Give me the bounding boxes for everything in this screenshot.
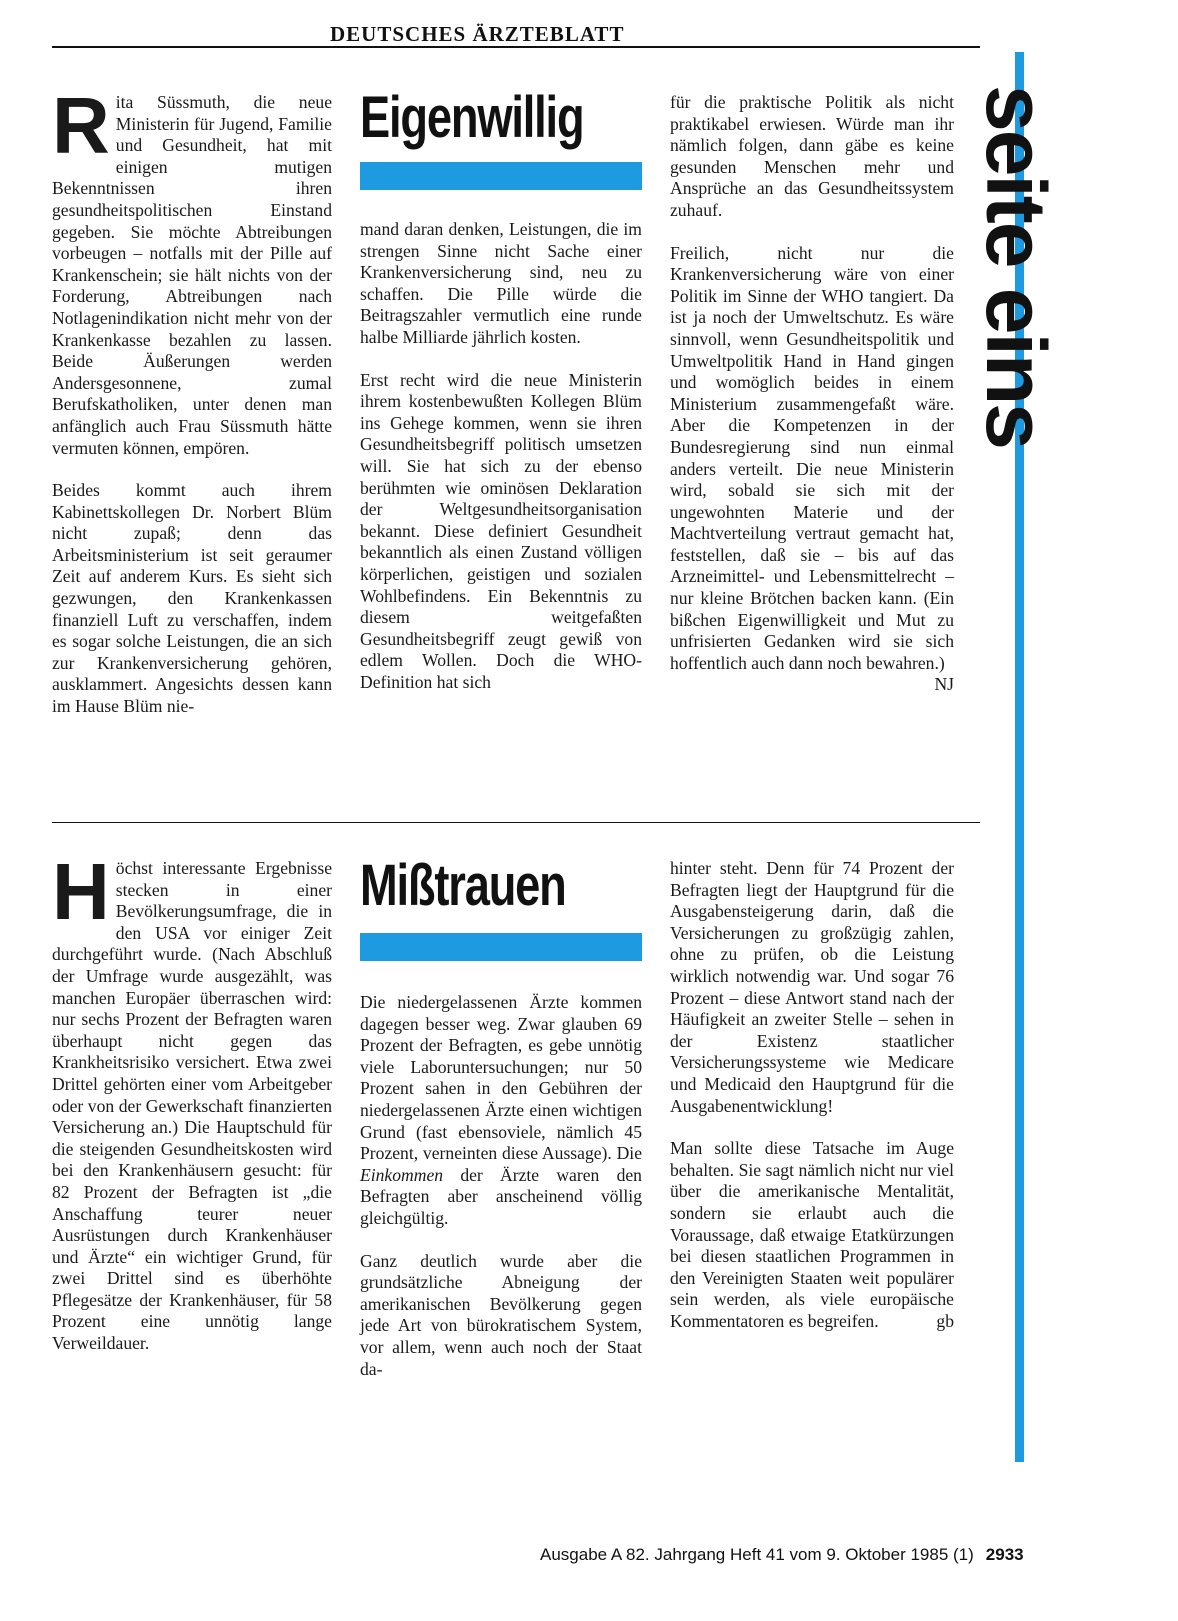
article1-paragraph: für die praktische Politik als nicht praktikabel erwiesen. Würde man ihr nämlich folgen, dann gäbe es keine gesunden Menschen mehr und Ansprüche an das Gesundheitssystem zuhauf. [670, 92, 954, 220]
article2-col1 [52, 847, 332, 1355]
article1-paragraph: Beides kommt auch ihrem Kabinettskollegen Dr. Norbert Blüm nicht zupaß; denn das Arbeitsministerium ist seit geraumer Zeit auf anderem Kurs. Es sieht sich gezwungen, den Krankenkassen finanziell Luft zu verschaffen, indem es sogar solche Leistungen, die an sich zur Krankenversicherung gehören, ausklammert. Angesichts dessen kann im Hause Blüm nie- [52, 480, 332, 717]
article1-paragraph: ita Süssmuth, die neue Ministerin für Jugend, Familie und Gesundheit, hat mit einigen mutigen Bekenntnissen ihren gesundheitspolitischen Einstand gegeben. Sie möchte Abtreibungen vorbeugen – notfalls mit der Pille auf Krankenschein; sie hält nichts von der Forderung, Abtreibungen nach Notlagenindikation nicht mehr von der Krankenkasse bezahlen zu lassen. Beide Äußerungen werden Andersgesonnene, zumal Berufskatholiken, unter denen man anfänglich auch Frau Süssmuth hätte vermuten können, empören. [52, 92, 332, 458]
article1-headline-bar [360, 162, 642, 190]
article2-headline-bar [360, 933, 642, 961]
article2-paragraph: öchst interessante Ergebnisse stecken in einer Bevölkerungsumfrage, die in den USA vor einiger Zeit durchgeführt wurde. (Nach Abschluß der Umfrage wurde ausgezählt, was manchen Europäer überraschen wird: nur sechs Prozent der Befragten waren überhaupt nicht gegen das Krankheitsrisiko versichert. Etwa zwei Drittel gehörten einer vom Arbeitgeber oder von der Gewerkschaft finanzierten Versicherung an.) Die Hauptschuld für die steigenden Gesundheitskosten wird bei den Krankenhäusern gesucht: für 82 Prozent der Befragten ist „die Anschaffung teurer neuer Ausrüstungen durch Krankenhäuser und Ärzte“ ein wichtiger Grund, für zwei Drittel sind es überhöhte Pflegesätze der Krankenhäuser, für 58 Prozent eine unnötig lange Verweildauer. [52, 858, 332, 1354]
article1-paragraph: mand daran denken, Leistungen, die im strengen Sinne nicht Sache einer Krankenversicherung sind, neu zu schaffen. Die Pille würde die Beitragszahler vermutlich eine runde halbe Milliarde jährlich kosten. [360, 219, 642, 347]
article2-paragraph-tail: der Ärzte waren den Befragten aber anscheinend völlig gleichgültig. [360, 1164, 642, 1228]
article2-signature: gb [936, 1310, 954, 1331]
article2-paragraph: Die niedergelassenen Ärzte kommen dagegen besser weg. Zwar glauben 69 Prozent der Befragten, es gebe unnötig viele Laboruntersuchungen; nur 50 Prozent sahen in den Gebühren der niedergelassenen Ärzte einen wichtigen Grund (fast ebensoviele, nämlich 45 Prozent, verneinten diese Aussage). Die [360, 992, 642, 1164]
article1-signature: NJ [934, 674, 954, 695]
article2-italic-word: Einkommen [360, 1164, 444, 1185]
article1-paragraph: Freilich, nicht nur die Krankenversicherung wäre von einer Politik im Sinne der WHO tangiert. Da ist ja noch der Umweltschutz. Es wäre sinnvoll, wenn Gesundheitspolitik und Umweltpolitik Hand in Hand gingen und womöglich beides in einem Ministerium zusammengefaßt wäre. Aber die Kompetenzen in der Bundesregierung sind nun einmal anders verteilt. Die neue Ministerin wird, sobald sie sich mit der ungewohnten Materie und der Machtverteilung vertraut gemacht hat, feststellen, daß sie – bis auf das Arzneimittel- und Lebensmittelrecht – nur kleine Brötchen backen kann. (Ein bißchen Eigenwilligkeit und Mut zu unfrisierten Gedanken wird sie sich hoffentlich auch dann noch bewahren.) [670, 242, 954, 673]
section-title: seite eins [969, 85, 1063, 448]
article1-paragraph: Erst recht wird die neue Ministerin ihrem kostenbewußten Kollegen Blüm ins Gehege kommen, wenn sie ihren Gesundheitsbegriff politisch umsetzen will. Sie hat sich zu der ebenso berühmten wie ominösen Deklaration der Weltgesundheitsorganisation bekannt. Diese definiert Gesundheit bekanntlich als einen Zustand völligen körperlichen, geistigen und sozialen Wohlbefindens. Ein Bekenntnis zu diesem weitgefaßten Gesundheitsbegriff zeugt gewiß von edlem Wollen. Doch die WHO-Definition hat sich [360, 369, 642, 692]
article2-dropcap: H [52, 847, 110, 936]
article1-col2 [360, 219, 642, 693]
article2-headline: Mißtrauen [360, 853, 566, 918]
article-divider [52, 822, 980, 823]
page-number: 2933 [985, 1545, 1024, 1564]
article2-paragraph: hinter steht. Denn für 74 Prozent der Befragten liegt der Hauptgrund für die Ausgabensteigerung darin, daß die Versicherungen zu großzügig zahlen, ohne zu prüfen, ob die Leistung wirklich notwendig war. Und sogar 76 Prozent – diese Antwort stand nach der Häufigkeit an zweiter Stelle – sehen in der Existenz staatlicher Versicherungssysteme wie Medicare und Medicaid den Hauptgrund für die Ausgabenentwicklung! [670, 858, 954, 1116]
article1-headline: Eigenwillig [360, 85, 584, 150]
footer-edition: Ausgabe A 82. Jahrgang Heft 41 vom 9. Oktober 1985 (1) [540, 1545, 974, 1564]
article1-dropcap: R [52, 81, 110, 170]
article2-col3 [670, 858, 954, 1332]
masthead-rule [52, 46, 980, 48]
article2-paragraph: Ganz deutlich wurde aber die grundsätzliche Abneigung der amerikanischen Bevölkerung gegen jede Art von bürokratischem System, vor allem, wenn auch noch der Staat da- [360, 1250, 642, 1379]
footer [540, 1545, 1024, 1565]
article1-col1 [52, 81, 332, 718]
article2-paragraph: Man sollte diese Tatsache im Auge behalten. Sie sagt nämlich nicht nur viel über die amerikanische Mentalität, sondern sie erlaubt auch die Voraussage, daß etwaige Etatkürzungen bei diesen staatlichen Programmen in den Vereinigten Staaten weit populärer sein werden, als viele europäische Kommentatoren es begreifen. [670, 1138, 954, 1331]
article2-col2 [360, 992, 642, 1380]
article1-col3 [670, 92, 954, 696]
masthead: DEUTSCHES ÄRZTEBLATT [330, 22, 625, 46]
